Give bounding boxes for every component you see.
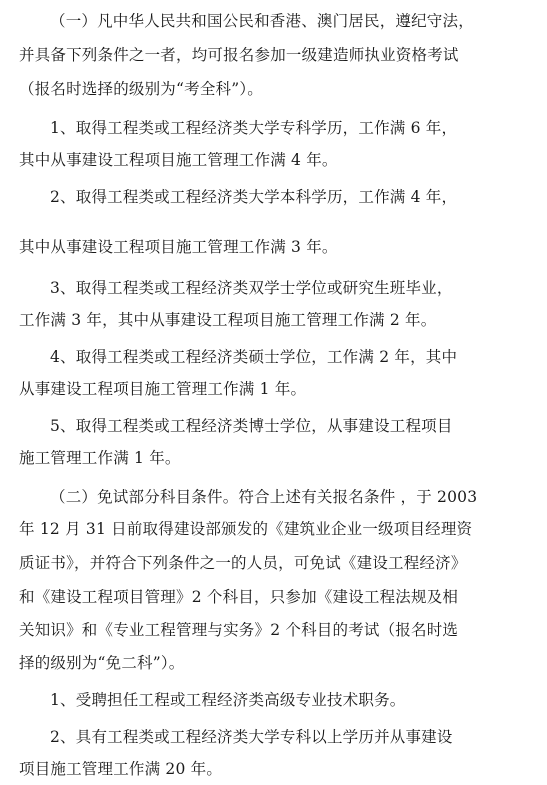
text-line: 2、具有工程类或工程经济类大学专科以上学历并从事建设 [50,728,453,746]
text-line: 项目施工管理工作满 20 年。 [19,760,223,778]
text-line: 工作满 3 年，其中从事建设工程项目施工管理工作满 2 年。 [19,311,437,329]
text-line: 其中从事建设工程项目施工管理工作满 3 年。 [19,238,338,256]
text-line: 其中从事建设工程项目施工管理工作满 4 年。 [19,151,338,169]
text-line: 3、取得工程类或工程经济类双学士学位或研究生班毕业， [50,279,453,297]
text-line: 关知识》和《专业工程管理与实务》2 个科目的考试（报名时选 [19,621,459,639]
text-line: 2、取得工程类或工程经济类大学本科学历，工作满 4 年， [50,188,458,206]
text-line: 1、受聘担任工程或工程经济类高级专业技术职务。 [50,691,406,709]
text-line: 年 12 月 31 日前取得建设部颁发的《建筑业企业一级项目经理资 [19,520,473,538]
text-line: 和《建设工程项目管理》2 个科目，只参加《建设工程法规及相 [19,588,459,606]
text-line: （二）免试部分科目条件。符合上述有关报名条件 ，于 2003 [50,488,478,506]
text-line: （一）凡中华人民共和国公民和香港、澳门居民，遵纪守法， [50,12,474,30]
text-line: 5、取得工程类或工程经济类博士学位，从事建设工程项目 [50,417,453,435]
text-line: 4、取得工程类或工程经济类硕士学位，工作满 2 年，其中 [50,348,458,366]
text-line: 从事建设工程项目施工管理工作满 1 年。 [19,380,307,398]
text-line: 施工管理工作满 1 年。 [19,449,181,467]
text-line: 并具备下列条件之一者，均可报名参加一级建造师执业资格考试 [19,46,459,64]
text-line: （报名时选择的级别为“考全科”）。 [19,80,263,98]
text-line: 质证书》，并符合下列条件之一的人员，可免试《建设工程经济》 [19,554,467,572]
text-line: 择的级别为“免二科”）。 [19,654,185,672]
text-line: 1、取得工程类或工程经济类大学专科学历，工作满 6 年， [50,119,458,137]
